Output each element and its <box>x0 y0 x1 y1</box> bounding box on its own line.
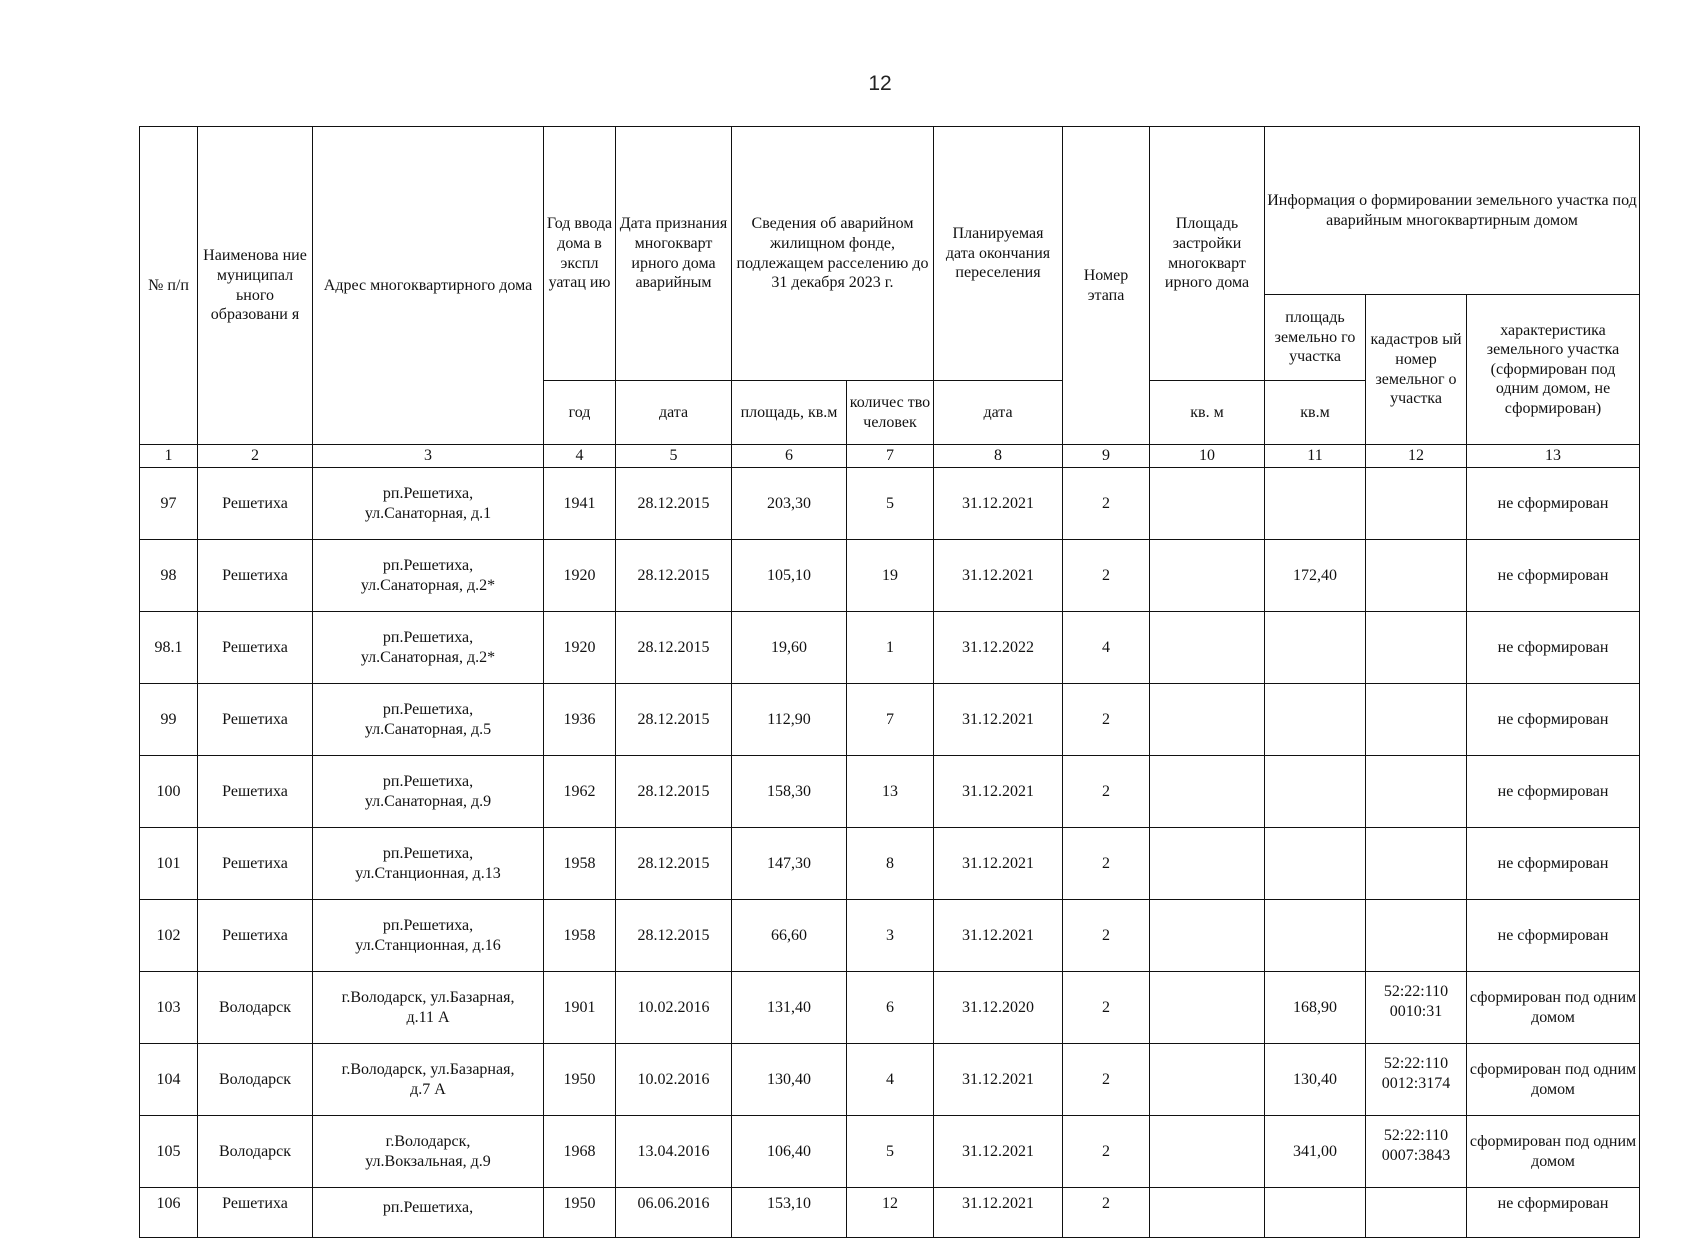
address-line: ул.Станционная, д.13 <box>355 864 501 882</box>
plot-area-cell: 172,40 <box>1265 540 1366 612</box>
column-number: 13 <box>1467 445 1640 468</box>
year-cell: 1901 <box>544 972 616 1044</box>
address-line: ул.Санаторная, д.2* <box>360 576 496 594</box>
table-row <box>140 1044 1640 1116</box>
header-address: Адрес многоквартирного дома <box>313 127 544 445</box>
table-row <box>140 972 1640 1044</box>
area-cell: 203,30 <box>732 468 847 540</box>
building-area-cell <box>1150 900 1265 972</box>
table-header <box>140 127 1640 468</box>
year-cell: 1941 <box>544 468 616 540</box>
row-number: 98.1 <box>140 612 198 684</box>
column-number: 3 <box>313 445 544 468</box>
year-cell: 1968 <box>544 1116 616 1188</box>
cadastral-number-cell <box>1366 1044 1467 1116</box>
municipality-cell: Володарск <box>198 1116 313 1188</box>
building-area-cell <box>1150 828 1265 900</box>
plot-area-cell <box>1265 900 1366 972</box>
building-area-cell <box>1150 1188 1265 1238</box>
address-line: г.Володарск, ул.Базарная, <box>341 1060 515 1078</box>
building-area-cell <box>1150 972 1265 1044</box>
address-cell <box>313 1188 544 1238</box>
year-cell: 1936 <box>544 684 616 756</box>
people-count-cell: 3 <box>847 900 934 972</box>
plot-status-cell: не сформирован <box>1467 540 1640 612</box>
address-cell <box>313 1044 544 1116</box>
column-number: 7 <box>847 445 934 468</box>
plot-status-cell: не сформирован <box>1467 828 1640 900</box>
address-line: рп.Решетиха, <box>382 484 474 502</box>
unit-area: площадь, кв.м <box>732 381 847 445</box>
plot-status-cell: сформирован под одним домом <box>1467 972 1640 1044</box>
stage-cell: 2 <box>1063 756 1150 828</box>
cadastral-line: 0007:3843 <box>1381 1146 1451 1164</box>
stage-cell: 2 <box>1063 972 1150 1044</box>
table-row <box>140 468 1640 540</box>
stage-cell: 2 <box>1063 468 1150 540</box>
recognition-date-cell: 28.12.2015 <box>616 828 732 900</box>
people-count-cell: 7 <box>847 684 934 756</box>
address-cell <box>313 540 544 612</box>
municipality-cell: Решетиха <box>198 684 313 756</box>
cadastral-line: 0010:31 <box>1389 1002 1443 1020</box>
address-cell <box>313 756 544 828</box>
plot-status-cell: не сформирован <box>1467 612 1640 684</box>
building-area-cell <box>1150 684 1265 756</box>
people-count-cell: 1 <box>847 612 934 684</box>
building-area-cell <box>1150 756 1265 828</box>
column-number: 11 <box>1265 445 1366 468</box>
unit-people: количес тво человек <box>847 381 934 445</box>
cadastral-number-cell <box>1366 1116 1467 1188</box>
stage-cell: 2 <box>1063 828 1150 900</box>
address-cell <box>313 612 544 684</box>
plot-area-cell: 168,90 <box>1265 972 1366 1044</box>
planned-date-cell: 31.12.2021 <box>934 1044 1063 1116</box>
area-cell: 66,60 <box>732 900 847 972</box>
address-line: г.Володарск, ул.Базарная, <box>341 988 515 1006</box>
people-count-cell: 4 <box>847 1044 934 1116</box>
plot-area-cell: 341,00 <box>1265 1116 1366 1188</box>
column-number: 5 <box>616 445 732 468</box>
cadastral-number-cell <box>1366 684 1467 756</box>
people-count-cell: 19 <box>847 540 934 612</box>
column-number: 1 <box>140 445 198 468</box>
address-cell <box>313 972 544 1044</box>
planned-date-cell: 31.12.2022 <box>934 612 1063 684</box>
address-line: рп.Решетиха, <box>382 700 474 718</box>
column-number: 12 <box>1366 445 1467 468</box>
column-number: 10 <box>1150 445 1265 468</box>
cadastral-line: 52:22:110 <box>1383 1127 1449 1144</box>
building-area-cell <box>1150 468 1265 540</box>
address-line: рп.Решетиха, <box>382 628 474 646</box>
address-line: д.11 А <box>406 1008 450 1026</box>
year-cell: 1950 <box>544 1188 616 1238</box>
table-row <box>140 828 1640 900</box>
year-cell: 1950 <box>544 1044 616 1116</box>
recognition-date-cell: 28.12.2015 <box>616 540 732 612</box>
emergency-housing-table <box>139 126 1640 1238</box>
plot-status-cell: не сформирован <box>1467 684 1640 756</box>
cadastral-number-cell <box>1366 1188 1467 1238</box>
stage-cell: 4 <box>1063 612 1150 684</box>
plot-area-cell <box>1265 468 1366 540</box>
planned-date-cell: 31.12.2021 <box>934 1188 1063 1238</box>
municipality-cell: Решетиха <box>198 540 313 612</box>
row-number: 104 <box>140 1044 198 1116</box>
people-count-cell: 5 <box>847 1116 934 1188</box>
plot-status-cell: не сформирован <box>1467 1188 1640 1238</box>
stage-cell: 2 <box>1063 1116 1150 1188</box>
address-cell <box>313 1116 544 1188</box>
people-count-cell: 12 <box>847 1188 934 1238</box>
planned-date-cell: 31.12.2020 <box>934 972 1063 1044</box>
cadastral-number-cell <box>1366 756 1467 828</box>
address-line: ул.Санаторная, д.5 <box>364 720 492 738</box>
plot-area-cell: 130,40 <box>1265 1044 1366 1116</box>
stage-cell: 2 <box>1063 540 1150 612</box>
address-line: ул.Санаторная, д.1 <box>364 504 492 522</box>
cadastral-number-cell <box>1366 468 1467 540</box>
plot-status-cell: не сформирован <box>1467 468 1640 540</box>
recognition-date-cell: 10.02.2016 <box>616 972 732 1044</box>
address-line: д.7 А <box>410 1080 446 1098</box>
area-cell: 105,10 <box>732 540 847 612</box>
plot-status-cell: не сформирован <box>1467 900 1640 972</box>
cadastral-line: 0012:3174 <box>1381 1074 1451 1092</box>
year-cell: 1920 <box>544 612 616 684</box>
table-row <box>140 756 1640 828</box>
recognition-date-cell: 06.06.2016 <box>616 1188 732 1238</box>
address-line: рп.Решетиха, <box>382 1199 474 1216</box>
planned-date-cell: 31.12.2021 <box>934 468 1063 540</box>
area-cell: 158,30 <box>732 756 847 828</box>
column-number: 2 <box>198 445 313 468</box>
address-line: ул.Вокзальная, д.9 <box>365 1152 491 1170</box>
year-cell: 1962 <box>544 756 616 828</box>
header-year: Год ввода дома в экспл уатац ию <box>544 127 616 381</box>
plot-status-cell: не сформирован <box>1467 756 1640 828</box>
plot-area-cell <box>1265 684 1366 756</box>
address-cell <box>313 828 544 900</box>
planned-date-cell: 31.12.2021 <box>934 900 1063 972</box>
building-area-cell <box>1150 540 1265 612</box>
table-row <box>140 1188 1640 1238</box>
address-line: г.Володарск, <box>385 1132 471 1150</box>
area-cell: 130,40 <box>732 1044 847 1116</box>
address-line: ул.Санаторная, д.2* <box>360 648 496 666</box>
stage-cell: 2 <box>1063 684 1150 756</box>
unit-year: год <box>544 381 616 445</box>
municipality-cell: Решетиха <box>198 828 313 900</box>
year-cell: 1958 <box>544 900 616 972</box>
area-cell: 131,40 <box>732 972 847 1044</box>
municipality-cell: Решетиха <box>198 1188 313 1238</box>
plot-area-cell <box>1265 1188 1366 1238</box>
recognition-date-cell: 28.12.2015 <box>616 468 732 540</box>
year-cell: 1920 <box>544 540 616 612</box>
row-number: 102 <box>140 900 198 972</box>
table-row <box>140 540 1640 612</box>
planned-date-cell: 31.12.2021 <box>934 684 1063 756</box>
people-count-cell: 6 <box>847 972 934 1044</box>
table-row <box>140 900 1640 972</box>
area-cell: 153,10 <box>732 1188 847 1238</box>
people-count-cell: 13 <box>847 756 934 828</box>
recognition-date-cell: 28.12.2015 <box>616 684 732 756</box>
row-number: 101 <box>140 828 198 900</box>
recognition-date-cell: 28.12.2015 <box>616 900 732 972</box>
municipality-cell: Решетиха <box>198 612 313 684</box>
address-line: ул.Станционная, д.16 <box>355 936 501 954</box>
municipality-cell: Володарск <box>198 1044 313 1116</box>
stage-cell: 2 <box>1063 1188 1150 1238</box>
area-cell: 112,90 <box>732 684 847 756</box>
area-cell: 147,30 <box>732 828 847 900</box>
planned-date-cell: 31.12.2021 <box>934 756 1063 828</box>
column-number: 8 <box>934 445 1063 468</box>
unit-planned-date: дата <box>934 381 1063 445</box>
row-number: 98 <box>140 540 198 612</box>
building-area-cell <box>1150 612 1265 684</box>
municipality-cell: Решетиха <box>198 468 313 540</box>
year-cell: 1958 <box>544 828 616 900</box>
row-number: 106 <box>140 1188 198 1238</box>
cadastral-line: 52:22:110 <box>1383 1055 1449 1072</box>
column-number: 4 <box>544 445 616 468</box>
cadastral-number-cell <box>1366 612 1467 684</box>
cadastral-number-cell <box>1366 828 1467 900</box>
table-body <box>140 468 1640 1238</box>
municipality-cell: Решетиха <box>198 900 313 972</box>
planned-date-cell: 31.12.2021 <box>934 828 1063 900</box>
cadastral-number-cell <box>1366 972 1467 1044</box>
stage-cell: 2 <box>1063 1044 1150 1116</box>
address-cell <box>313 684 544 756</box>
header-index: № п/п <box>140 127 198 445</box>
table-row <box>140 1116 1640 1188</box>
header-municipality: Наименова ние муниципал ьного образовани я <box>198 127 313 445</box>
row-number: 100 <box>140 756 198 828</box>
header-cadastral-number: кадастров ый номер земельног о участка <box>1366 295 1467 445</box>
unit-date: дата <box>616 381 732 445</box>
address-cell <box>313 900 544 972</box>
plot-status-cell: сформирован под одним домом <box>1467 1116 1640 1188</box>
building-area-cell <box>1150 1116 1265 1188</box>
header-stage: Номер этапа <box>1063 127 1150 445</box>
table-row <box>140 612 1640 684</box>
area-cell: 106,40 <box>732 1116 847 1188</box>
address-line: рп.Решетиха, <box>382 916 474 934</box>
header-emergency-fund: Сведения об аварийном жилищном фонде, подлежащем расселению до 31 декабря 2023 г. <box>732 127 934 381</box>
address-line: ул.Санаторная, д.9 <box>364 792 492 810</box>
plot-area-cell <box>1265 756 1366 828</box>
address-line: рп.Решетиха, <box>382 556 474 574</box>
plot-area-cell <box>1265 828 1366 900</box>
row-number: 103 <box>140 972 198 1044</box>
cadastral-line: 52:22:110 <box>1383 983 1449 1000</box>
header-land-plot-info: Информация о формировании земельного участка под аварийным многоквартирным домом <box>1265 127 1640 295</box>
recognition-date-cell: 28.12.2015 <box>616 612 732 684</box>
planned-date-cell: 31.12.2021 <box>934 1116 1063 1188</box>
address-line: рп.Решетиха, <box>382 844 474 862</box>
table-row <box>140 684 1640 756</box>
recognition-date-cell: 13.04.2016 <box>616 1116 732 1188</box>
header-recognition-date: Дата признания многокварт ирного дома аварийным <box>616 127 732 381</box>
building-area-cell <box>1150 1044 1265 1116</box>
cadastral-number-cell <box>1366 900 1467 972</box>
people-count-cell: 5 <box>847 468 934 540</box>
address-cell <box>313 468 544 540</box>
recognition-date-cell: 10.02.2016 <box>616 1044 732 1116</box>
header-plot-area: площадь земельно го участка <box>1265 295 1366 381</box>
municipality-cell: Решетиха <box>198 756 313 828</box>
stage-cell: 2 <box>1063 900 1150 972</box>
page-number: 12 <box>868 72 892 95</box>
municipality-cell: Володарск <box>198 972 313 1044</box>
header-plot-status: характеристика земельного участка (сформирован под одним домом, не сформирован) <box>1467 295 1640 445</box>
header-planned-date: Планируемая дата окончания переселения <box>934 127 1063 381</box>
header-building-area: Площадь застройки многокварт ирного дома <box>1150 127 1265 381</box>
planned-date-cell: 31.12.2021 <box>934 540 1063 612</box>
row-number: 99 <box>140 684 198 756</box>
unit-plot-area: кв.м <box>1265 381 1366 445</box>
address-line: рп.Решетиха, <box>382 772 474 790</box>
people-count-cell: 8 <box>847 828 934 900</box>
row-number: 97 <box>140 468 198 540</box>
unit-building-area: кв. м <box>1150 381 1265 445</box>
column-numbers-row <box>140 445 1640 468</box>
column-number: 6 <box>732 445 847 468</box>
plot-area-cell <box>1265 612 1366 684</box>
recognition-date-cell: 28.12.2015 <box>616 756 732 828</box>
column-number: 9 <box>1063 445 1150 468</box>
cadastral-number-cell <box>1366 540 1467 612</box>
area-cell: 19,60 <box>732 612 847 684</box>
row-number: 105 <box>140 1116 198 1188</box>
plot-status-cell: сформирован под одним домом <box>1467 1044 1640 1116</box>
